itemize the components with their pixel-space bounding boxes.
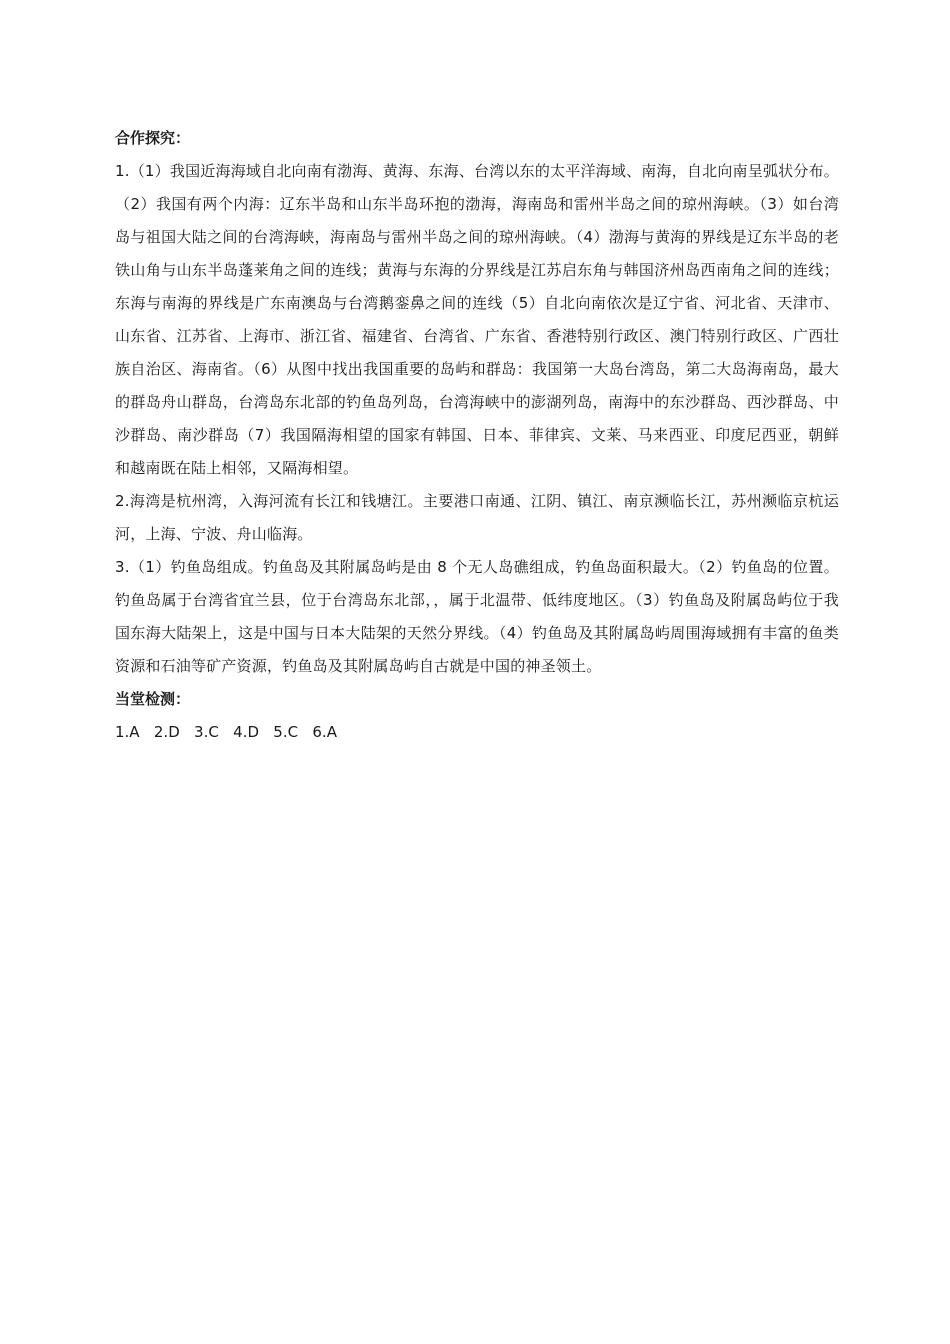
test-answers: 1.A 2.D 3.C 4.D 5.C 6.A: [115, 723, 337, 741]
test-heading: 当堂检测：: [115, 690, 191, 708]
document-body: [115, 122, 839, 749]
explore-heading: 合作探究：: [115, 129, 191, 147]
explore-item-2: 2.海湾是杭州湾，入海河流有长江和钱塘江。主要港口南通、江阴、镇江、南京濒临长江，苏州濒临京杭运河，上海、宁波、舟山临海。: [115, 492, 839, 543]
explore-item-1: 1.（1）我国近海海域自北向南有渤海、黄海、东海、台湾以东的太平洋海域、南海，自北向南呈弧状分布。（2）我国有两个内海：辽东半岛和山东半岛环抱的渤海，海南岛和雷州半岛之间的琼州海峡。（3）如台湾岛与祖国大陆之间的台湾海峡，海南岛与雷州半岛之间的琼州海峡。（4）渤海与黄海的界线是辽东半岛的老铁山角与山东半岛蓬莱角之间的连线；黄海与东海的分界线是江苏启东角与韩国济州岛西南角之间的连线；东海与南海的界线是广东南澳岛与台湾鹅銮鼻之间的连线（5）自北向南依次是辽宁省、河北省、天津市、山东省、江苏省、上海市、浙江省、福建省、台湾省、广东省、香港特别行政区、澳门特别行政区、广西壮族自治区、海南省。（6）从图中找出我国重要的岛屿和群岛：我国第一大岛台湾岛，第二大岛海南岛，最大的群岛舟山群岛，台湾岛东北部的钓鱼岛列岛，台湾海峡中的澎湖列岛，南海中的东沙群岛、西沙群岛、中沙群岛、南沙群岛（7）我国隔海相望的国家有韩国、日本、菲律宾、文莱、马来西亚、印度尼西亚，朝鲜和越南既在陆上相邻，又隔海相望。: [115, 162, 839, 477]
explore-item-3: 3.（1）钓鱼岛组成。钓鱼岛及其附属岛屿是由 8 个无人岛礁组成，钓鱼岛面积最大。（2）钓鱼岛的位置。钓鱼岛属于台湾省宜兰县，位于台湾岛东北部，，属于北温带、低纬度地区。（3）钓鱼岛及附属岛屿位于我国东海大陆架上，这是中国与日本大陆架的天然分界线。（4）钓鱼岛及其附属岛屿周围海域拥有丰富的鱼类资源和石油等矿产资源，钓鱼岛及其附属岛屿自古就是中国的神圣领土。: [115, 558, 839, 675]
